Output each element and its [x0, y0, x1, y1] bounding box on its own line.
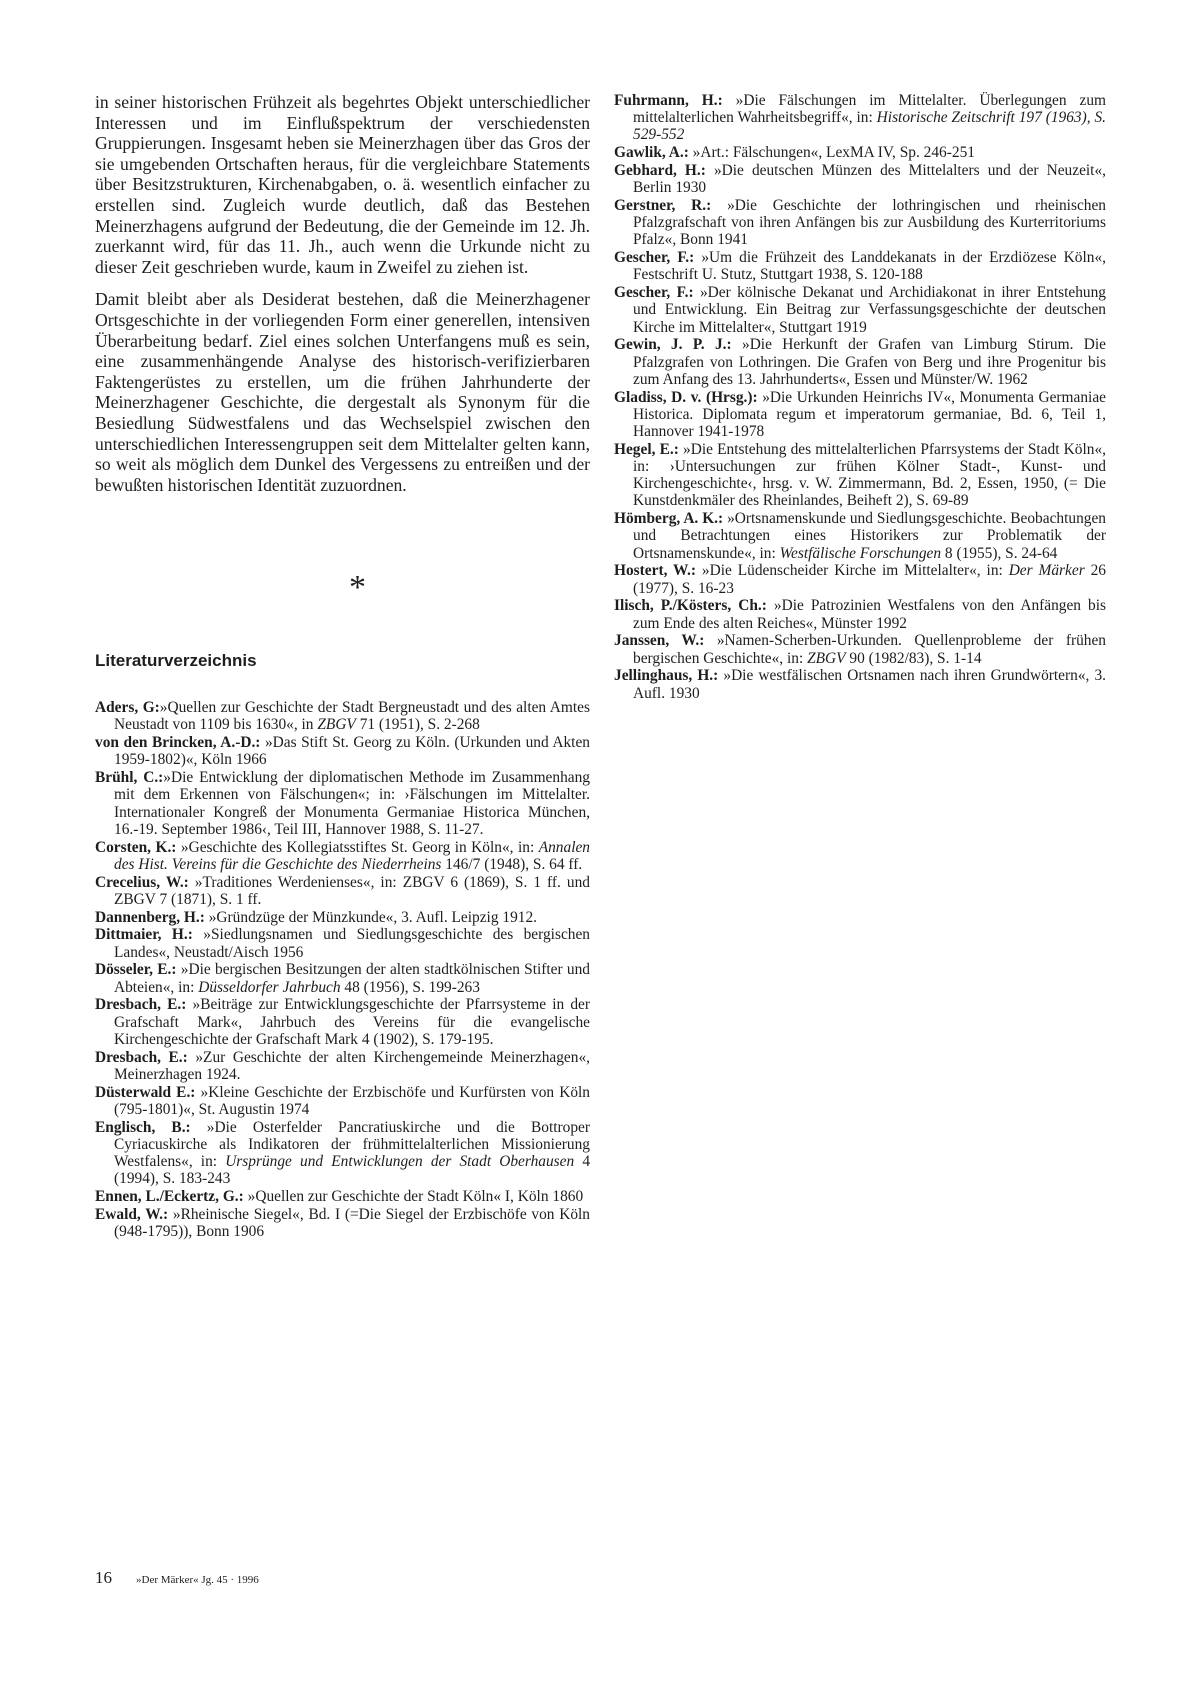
reference-tail: 8 (1955), S. 24-64 [941, 544, 1058, 562]
reference-entry [614, 144, 1106, 161]
reference-author: Janssen, W.: [614, 632, 705, 650]
reference-title: Ursprünge und Entwicklungen der Stadt Oberhausen [225, 1153, 575, 1171]
reference-text: »Die Patrozinien Westfalens von den Anfängen bis zum Ende des alten Reiches«, Münster 1992 [633, 597, 1106, 632]
reference-entry [614, 389, 1106, 441]
reference-tail: 71 (1951), S. 2-268 [355, 716, 480, 734]
reference-author: Gescher, F.: [614, 284, 694, 302]
reference-title: ZBGV [807, 649, 846, 667]
reference-text: »Traditiones Werdenienses«, in: ZBGV 6 (1869), S. 1 ff. und ZBGV 7 (1871), S. 1 ff. [114, 873, 590, 908]
body-paragraph: in seiner historischen Frühzeit als begehrtes Objekt unterschiedlicher Interessen und im Einflußspektrum der verschiedensten Gruppierungen. Insgesamt heben sie Meinerzhagen über das Gros der sie umgebenden Ortschaften heraus, für die vergleichbare Statements über Besitzstrukturen, Kirchenabgaben, o. ä. wesentlich einfacher zu erstellen sind. Zugleich wurde deutlich, daß das Bestehen Meinerzhagens aufgrund der Bedeutung, die der Gemeinde im 12. Jh. zuerkannt wird, für das 11. Jh., auch wenn die Urkunde nicht zu dieser Zeit geschrieben wurde, kaum in Zweifel zu ziehen ist. [95, 92, 590, 277]
reference-text: »Die Lüdenscheider Kirche im Mittelalter«, in: [696, 562, 1009, 580]
reference-author: Hegel, E.: [614, 440, 679, 458]
reference-text: »Zur Geschichte der alten Kirchengemeinde Meinerzhagen«, Meinerzhagen 1924. [114, 1048, 590, 1083]
reference-author: Dresbach, E.: [95, 1048, 188, 1066]
reference-entry [614, 249, 1106, 283]
reference-author: Ewald, W.: [95, 1205, 169, 1223]
reference-tail: 146/7 (1948), S. 64 ff. [441, 855, 583, 873]
reference-author: Gawlik, A.: [614, 144, 689, 162]
reference-author: Ennen, L./Eckertz, G.: [95, 1188, 244, 1206]
reference-text: »Die Osterfelder Pancratiuskirche und die Bottroper Cyriacuskirche als Indikatoren der frühmittelalterlichen Missionierung Westfalens«, in: [114, 1118, 590, 1171]
page-number: 16 [95, 1568, 112, 1587]
reference-author: Dittmaier, H.: [95, 926, 193, 944]
reference-title: ZBGV [317, 716, 356, 734]
reference-entry [95, 1188, 590, 1205]
reference-text: »Der kölnische Dekanat und Archidiakonat in ihrer Entstehung und Entwicklung. Ein Beitrag zur Verfassungsgeschichte der deutschen Kirche im Mittelalter«, Stuttgart 1919 [633, 284, 1106, 336]
reference-author: Gerstner, R.: [614, 197, 712, 214]
reference-text: »Die Urkunden Heinrichs IV«, Monumenta Germaniae Historica. Diplomata regum et imperatorum germaniae, Bd. 6, Teil 1, Hannover 1941-1978 [633, 388, 1106, 441]
reference-entry [95, 1119, 590, 1188]
reference-author: Jellinghaus, H.: [614, 667, 719, 685]
reference-entry [95, 769, 590, 838]
reference-author: Hömberg, A. K.: [614, 510, 724, 528]
reference-text: »Geschichte des Kollegiatsstiftes St. Georg in Köln«, in: [176, 838, 539, 856]
reference-author: Gescher, F.: [614, 249, 695, 267]
reference-entry [95, 839, 590, 873]
reference-title: Annalen des Hist. Vereins für die Geschichte des Niederrheins [114, 838, 590, 873]
reference-author: Aders, G: [95, 699, 160, 717]
reference-author: Brühl, C.: [95, 769, 164, 787]
reference-author: Gewin, J. P. J.: [614, 336, 732, 354]
reference-entry [95, 926, 590, 960]
reference-list-left [95, 699, 590, 1240]
reference-text: »Die Fälschungen im Mittelalter. Überlegungen zum mittelalterlichen Wahrheitsbegriff«, in: [633, 92, 1106, 127]
reference-entry [614, 667, 1106, 701]
reference-entry [614, 441, 1106, 510]
reference-text: »Siedlungsnamen und Siedlungsgeschichte des bergischen Landes«, Neustadt/Aisch 1956 [114, 926, 591, 961]
reference-entry [614, 510, 1106, 562]
reference-tail: 48 (1956), S. 199-263 [340, 978, 480, 996]
reference-entry [614, 336, 1106, 388]
reference-tail: 90 (1982/83), S. 1-14 [845, 649, 982, 667]
reference-author: Gebhard, H.: [614, 162, 706, 179]
reference-author: Ilisch, P./Kösters, Ch.: [614, 597, 767, 615]
reference-title: Düsseldorfer Jahrbuch [198, 978, 341, 996]
reference-author: Düsterwald E.: [95, 1083, 196, 1101]
reference-author: Hostert, W.: [614, 562, 696, 580]
journal-citation: »Der Märker« Jg. 45 · 1996 [136, 1574, 259, 1586]
reference-text: »Die deutschen Münzen des Mittelalters und der Neuzeit«, Berlin 1930 [633, 162, 1106, 197]
reference-tail: 4 (1994), S. 183-243 [114, 1153, 591, 1188]
reference-author: von den Brincken, A.-D.: [95, 734, 261, 752]
reference-entry [95, 1084, 590, 1118]
reference-entry [95, 874, 590, 908]
reference-author: Englisch, B.: [95, 1118, 191, 1136]
right-column [614, 92, 1106, 702]
reference-text: »Die Entstehung des mittelalterlichen Pfarrsystems der Stadt Köln«, in: ›Untersuchungen zur frühen Kölner Stadt-, Kunst- und Kirchengeschichte‹, hrsg. v. W. Zimmermann, Bd. 2, Essen, 1950, (= Die Kunstdenkmäler des Rheinlandes, Beiheft 2), S. 69-89 [633, 440, 1106, 510]
reference-text: »Die bergischen Besitzungen der alten stadtkölnischen Stifter und Abteien«, in: [114, 961, 591, 996]
body-paragraph: Damit bleibt aber als Desiderat bestehen, daß die Meinerzhagener Ortsgeschichte in der vorliegenden Form einer generellen, intensiven Überarbeitung bedarf. Ziel eines solchen Unterfangens muß es sein, eine zusammenhängende Analyse des historisch-verifizierbaren Faktengerüstes zu erstellen, um die frühen Jahrhunderte der Meinerzhagener Geschichte, die dergestalt als Synonym für die Besiedlung Südwestfalens und das Wechselspiel zwischen den unterschiedlichen Interessengruppen seit dem Mittelalter gelten kann, so weit als möglich dem Dunkel des Vergessens zu entreißen und der bewußten historischen Identität zuzuordnen. [95, 289, 590, 495]
reference-entry [614, 197, 1106, 249]
reference-text: »Kleine Geschichte der Erzbischöfe und Kurfürsten von Köln (795-1801)«, St. Augustin 1974 [114, 1083, 590, 1118]
reference-list-right [614, 92, 1106, 702]
bibliography-heading: Literaturverzeichnis [95, 651, 257, 671]
reference-entry [95, 909, 590, 926]
reference-title: Der Märker [1008, 562, 1085, 580]
reference-text: »Die westfälischen Ortsnamen nach ihren Grundwörtern«, 3. Aufl. 1930 [633, 667, 1107, 702]
reference-entry [614, 632, 1106, 666]
reference-title: Historische Zeitschrift 197 (1963), S. 529-552 [633, 109, 1107, 144]
reference-entry [95, 996, 590, 1048]
reference-text: »Die Geschichte der lothringischen und rheinischen Pfalzgrafschaft von ihren Anfängen bis zur Ausbildung des Kurterritoriums Pfalz«, Bonn 1941 [633, 197, 1106, 249]
reference-text: »Rheinische Siegel«, Bd. I (=Die Siegel der Erzbischöfe von Köln (948-1795)), Bonn 1906 [114, 1205, 591, 1241]
section-separator: * [349, 569, 366, 607]
reference-tail: 26 (1977), S. 16-23 [633, 562, 1106, 597]
reference-entry [614, 92, 1106, 144]
reference-author: Corsten, K.: [95, 838, 177, 856]
reference-entry [95, 734, 590, 768]
reference-entry [614, 284, 1106, 336]
reference-entry [95, 1206, 590, 1240]
reference-entry [614, 162, 1106, 196]
reference-author: Dresbach, E.: [95, 996, 187, 1014]
reference-text: »Um die Frühzeit des Landdekanats in der Erzdiözese Köln«, Festschrift U. Stutz, Stuttgart 1938, S. 120-188 [633, 249, 1106, 284]
reference-text: »Gründzüge der Münzkunde«, 3. Aufl. Leipzig 1912. [204, 908, 537, 926]
reference-author: Fuhrmann, H.: [614, 92, 723, 109]
left-column [95, 92, 590, 1241]
reference-text: »Beiträge zur Entwicklungsgeschichte der Pfarrsysteme in der Grafschaft Mark«, Jahrbuch des Vereins für die evangelische Kirchengeschichte der Grafschaft Mark 4 (1902), S. 179-195. [114, 996, 590, 1048]
reference-entry [614, 597, 1106, 631]
reference-entry [614, 562, 1106, 596]
reference-author: Crecelius, W.: [95, 873, 189, 891]
reference-entry [95, 1049, 590, 1083]
reference-author: Dannenberg, H.: [95, 908, 205, 926]
reference-text: »Die Herkunft der Grafen van Limburg Stirum. Die Pfalzgrafen von Lothringen. Die Grafen von Berg und ihre Progenitur bis zum Anfang des 13. Jahrhunderts«, Essen und Münster/W. 1962 [633, 336, 1106, 388]
reference-text: »Quellen zur Geschichte der Stadt Köln« I, Köln 1860 [243, 1188, 584, 1206]
reference-author: Gladiss, D. v. (Hrsg.): [614, 388, 758, 406]
reference-text: »Ortsnamenskunde und Siedlungsgeschichte. Beobachtungen und Betrachtungen eines Historikers zur Problematik der Ortsnamenskunde«, in: [633, 510, 1106, 562]
reference-text: »Das Stift St. Georg zu Köln. (Urkunden und Akten 1959-1802)«, Köln 1966 [114, 734, 590, 769]
reference-author: Dösseler, E.: [95, 961, 177, 979]
reference-text: »Die Entwicklung der diplomatischen Methode im Zusammenhang mit dem Erkennen von Fälschungen«; in: ›Fälschungen im Mittelalter. Internationaler Kongreß der Monumenta Germaniae Historica München, 16.-19. September 1986‹, Teil III, Hannover 1988, S. 11-27. [114, 769, 590, 838]
reference-text: »Art.: Fälschungen«, LexMA IV, Sp. 246-251 [688, 144, 975, 162]
page-footer [95, 1568, 259, 1588]
reference-title: Westfälische Forschungen [779, 544, 942, 562]
reference-text: »Quellen zur Geschichte der Stadt Bergneustadt und des alten Amtes Neustadt von 1109 bis 1630«, in [114, 699, 590, 734]
reference-entry [95, 961, 590, 995]
reference-text: »Namen-Scherben-Urkunden. Quellenprobleme der frühen bergischen Geschichte«, in: [633, 632, 1106, 667]
reference-entry [95, 699, 590, 733]
